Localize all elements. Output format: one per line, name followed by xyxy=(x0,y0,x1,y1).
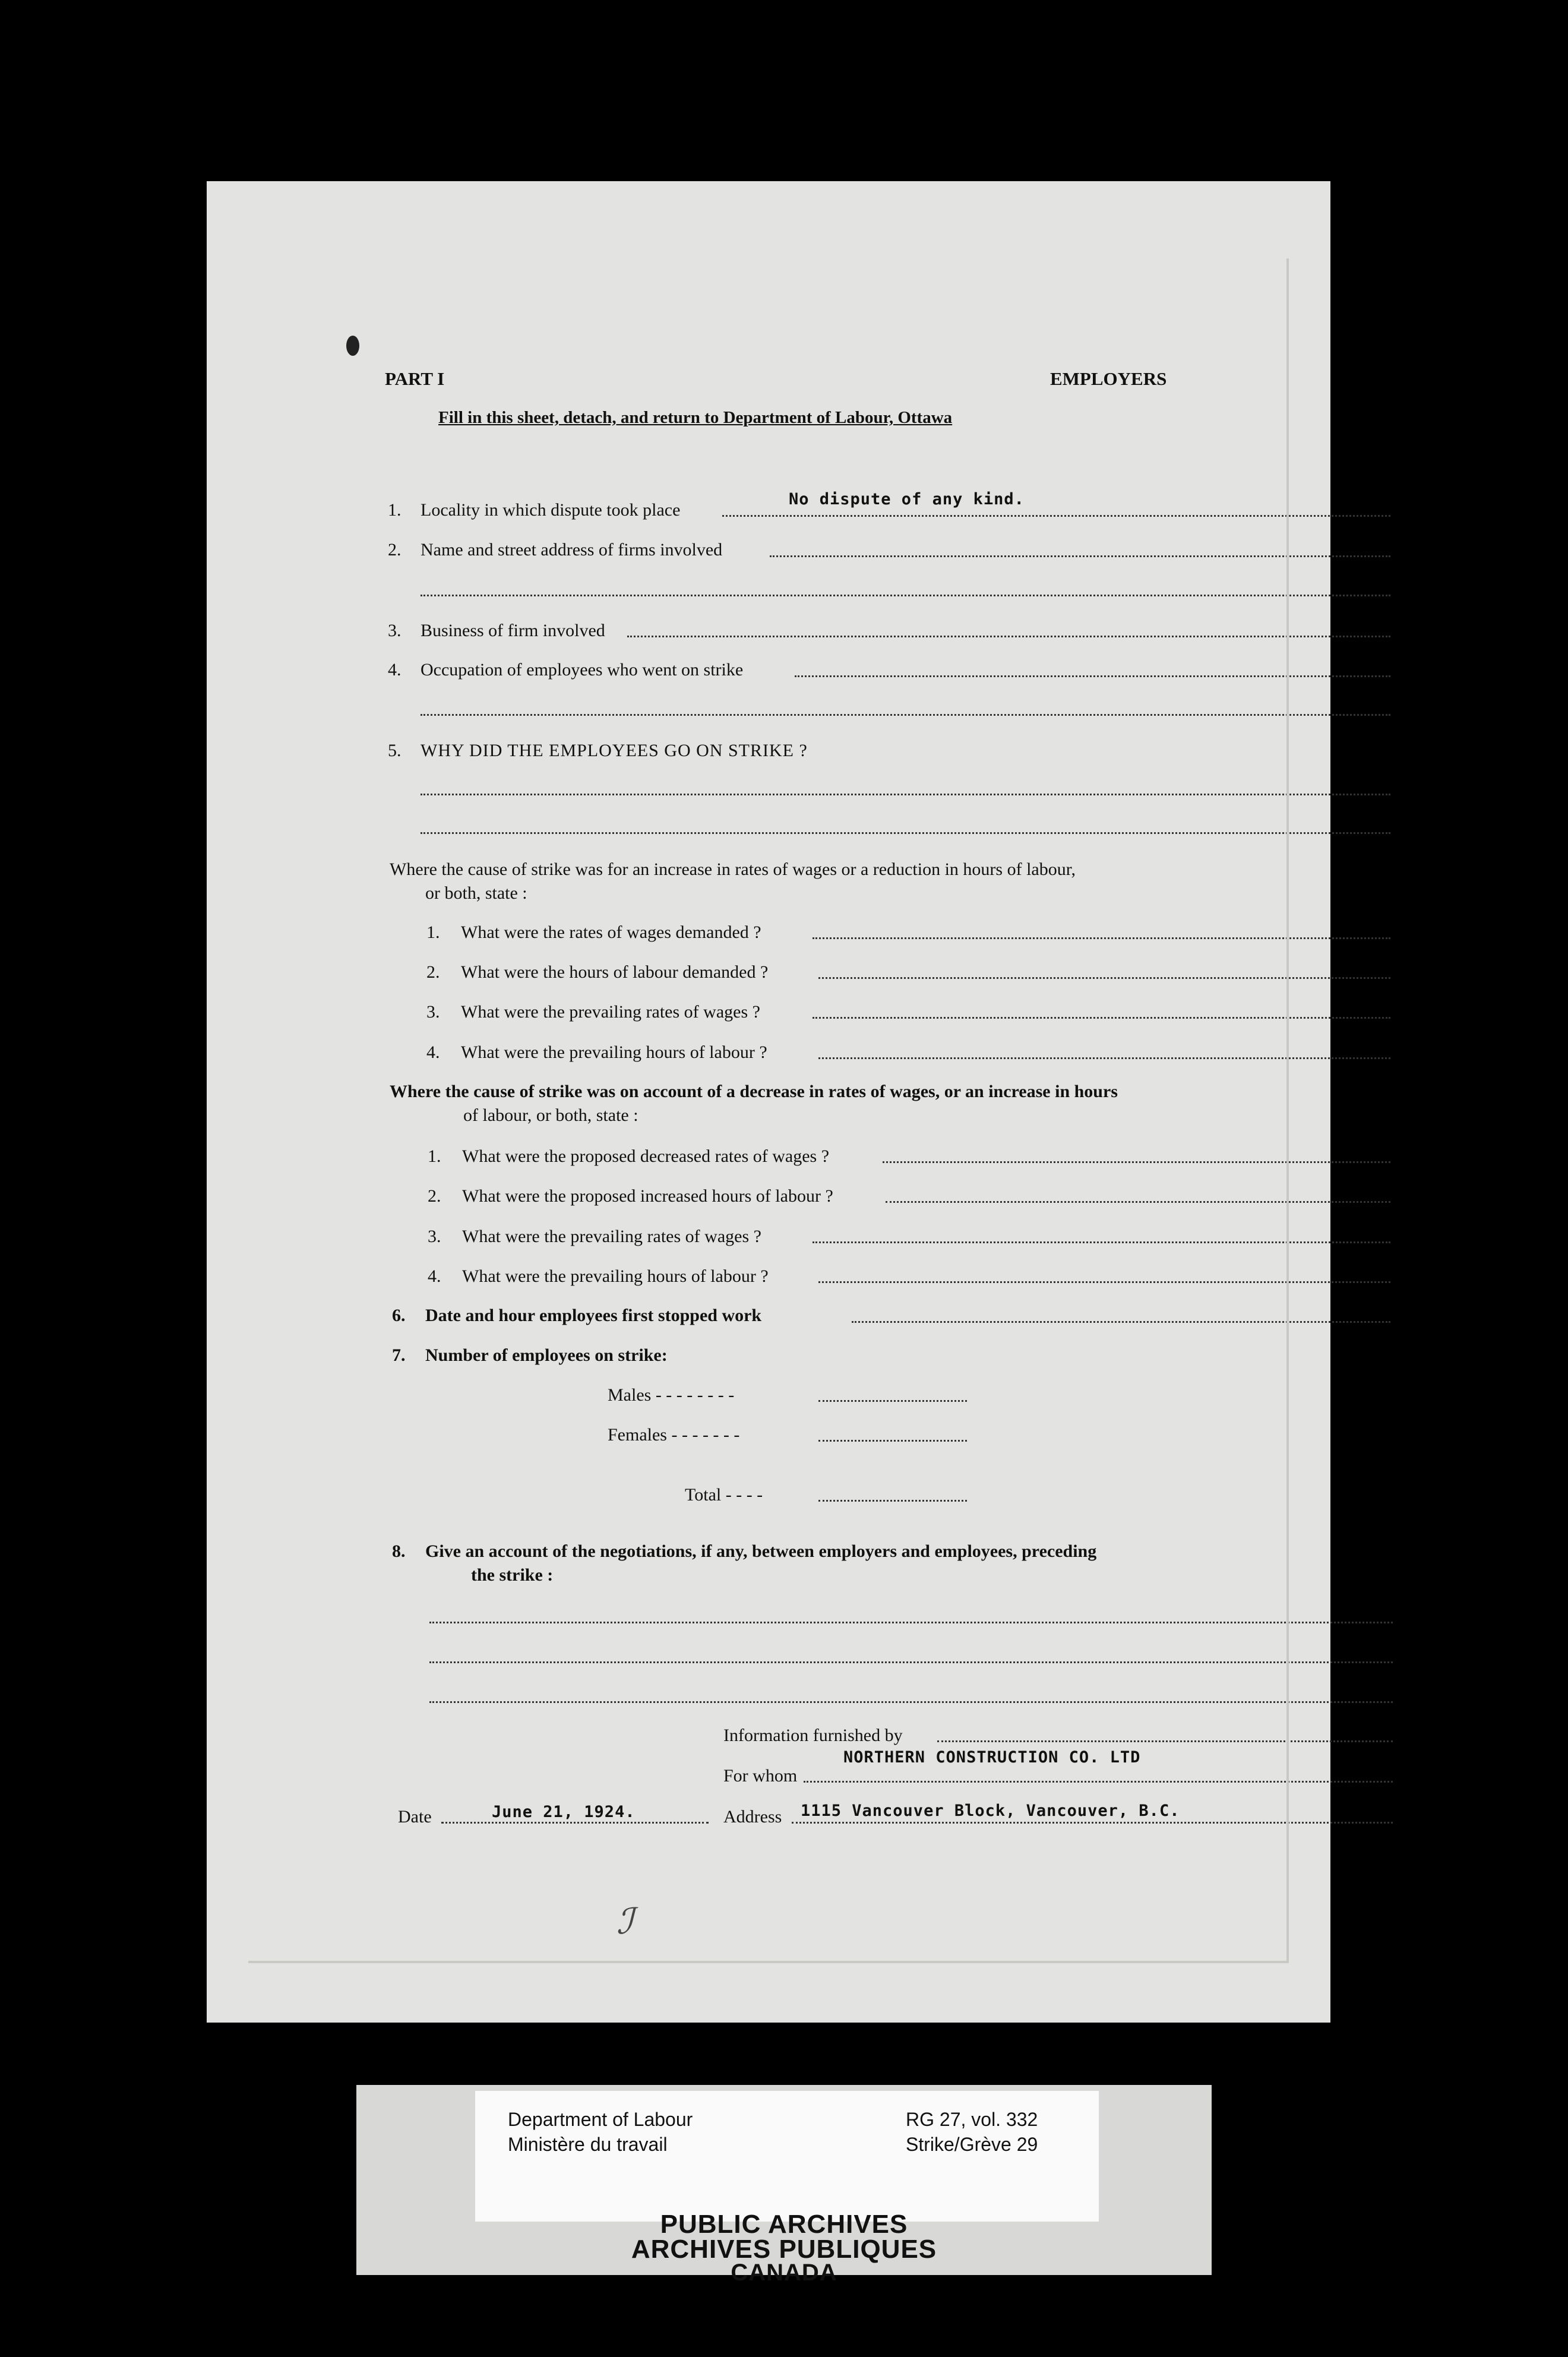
dept-fr: Ministère du travail xyxy=(508,2134,668,2155)
q2-answer-line-2[interactable] xyxy=(421,595,1390,596)
q7-label: Number of employees on strike: xyxy=(425,1345,668,1365)
dec-1-label: What were the proposed decreased rates of wages ? xyxy=(462,1146,830,1166)
q6-answer-line[interactable] xyxy=(852,1321,1390,1323)
q5-number: 5. xyxy=(388,741,402,760)
total-answer-line[interactable] xyxy=(818,1500,967,1502)
inc-4-answer-line[interactable] xyxy=(818,1057,1390,1059)
inc-3-label: What were the prevailing rates of wages ? xyxy=(461,1002,760,1022)
dec-4-number: 4. xyxy=(428,1266,441,1286)
total-label: Total - - - - xyxy=(685,1485,763,1505)
dec-3-number: 3. xyxy=(428,1227,441,1246)
q3-answer-line[interactable] xyxy=(627,636,1390,637)
q4-answer-line-2[interactable] xyxy=(421,714,1390,716)
q4-number: 4. xyxy=(388,660,402,680)
q3-label: Business of firm involved xyxy=(421,621,605,640)
q1-number: 1. xyxy=(388,500,402,520)
q8-label-2: the strike : xyxy=(471,1565,554,1585)
archive-label-card xyxy=(475,2091,1099,2222)
instruction-line: Fill in this sheet, detach, and return to Department of Labour, Ottawa xyxy=(438,408,953,427)
address-line[interactable] xyxy=(792,1822,1393,1824)
q4-answer-line[interactable] xyxy=(795,675,1390,677)
date-line[interactable] xyxy=(441,1822,709,1824)
form-sheet xyxy=(207,181,1330,2023)
q4-label: Occupation of employees who went on strike xyxy=(421,660,744,680)
q8-number: 8. xyxy=(392,1541,406,1561)
address-value: 1115 Vancouver Block, Vancouver, B.C. xyxy=(801,1802,1180,1820)
inc-2-label: What were the hours of labour demanded ? xyxy=(461,962,769,982)
q3-number: 3. xyxy=(388,621,402,640)
dec-1-answer-line[interactable] xyxy=(883,1161,1390,1163)
dec-2-label: What were the proposed increased hours of labour ? xyxy=(462,1186,833,1206)
info-furnished-line[interactable] xyxy=(937,1740,1393,1742)
inc-1-answer-line[interactable] xyxy=(813,937,1390,939)
q6-label: Date and hour employees first stopped work xyxy=(425,1306,762,1325)
inc-3-number: 3. xyxy=(426,1002,440,1022)
q5-answer-line-1[interactable] xyxy=(421,794,1390,795)
info-furnished-label: Information furnished by xyxy=(723,1726,903,1745)
for-whom-line[interactable] xyxy=(804,1781,1393,1783)
dept-en: Department of Labour xyxy=(508,2109,693,2130)
part-heading: PART I xyxy=(385,368,445,389)
females-label: Females - - - - - - - xyxy=(608,1425,740,1445)
for-whom-label: For whom xyxy=(723,1766,798,1786)
inc-2-number: 2. xyxy=(426,962,440,982)
increase-intro-2: or both, state : xyxy=(425,883,527,903)
inc-4-label: What were the prevailing hours of labour ? xyxy=(461,1042,767,1062)
inc-1-number: 1. xyxy=(426,922,440,942)
date-label: Date xyxy=(398,1807,432,1827)
q5-answer-line-2[interactable] xyxy=(421,832,1390,834)
q8-answer-line-1[interactable] xyxy=(429,1622,1393,1623)
archive-label xyxy=(356,2085,1212,2286)
punch-hole-mark xyxy=(346,336,359,356)
dec-2-answer-line[interactable] xyxy=(886,1201,1390,1203)
inc-3-answer-line[interactable] xyxy=(813,1017,1390,1019)
address-label: Address xyxy=(723,1807,782,1827)
q2-label: Name and street address of firms involved xyxy=(421,540,723,560)
dec-4-answer-line[interactable] xyxy=(818,1281,1390,1283)
dec-2-number: 2. xyxy=(428,1186,441,1206)
inc-1-label: What were the rates of wages demanded ? xyxy=(461,922,761,942)
dec-4-label: What were the prevailing hours of labour ? xyxy=(462,1266,769,1286)
q8-label: Give an account of the negotiations, if any, between employers and employees, preceding xyxy=(425,1541,1097,1561)
inc-4-number: 4. xyxy=(426,1042,440,1062)
employers-heading: EMPLOYERS xyxy=(1050,368,1167,389)
archive-ref: RG 27, vol. 332 xyxy=(906,2109,1038,2130)
strike-number: Strike/Grève 29 xyxy=(906,2134,1038,2155)
q8-answer-line-2[interactable] xyxy=(429,1661,1393,1663)
pencil-mark: ℐ xyxy=(617,1901,634,1942)
public-archives-line: PUBLIC ARCHIVES xyxy=(660,2210,908,2239)
date-value: June 21, 1924. xyxy=(492,1803,636,1821)
decrease-intro: Where the cause of strike was on account of a decrease in rates of wages, or an increase in hours xyxy=(390,1082,1118,1101)
q5-label: WHY DID THE EMPLOYEES GO ON STRIKE ? xyxy=(421,741,808,760)
q6-number: 6. xyxy=(392,1306,406,1325)
q8-answer-line-3[interactable] xyxy=(429,1701,1393,1703)
q1-answer: No dispute of any kind. xyxy=(789,490,1025,508)
males-label: Males - - - - - - - - xyxy=(608,1385,735,1405)
decrease-intro-2: of labour, or both, state : xyxy=(463,1105,638,1125)
q1-label: Locality in which dispute took place xyxy=(421,500,681,520)
for-whom-value: NORTHERN CONSTRUCTION CO. LTD xyxy=(843,1748,1141,1767)
q2-number: 2. xyxy=(388,540,402,560)
canada-line: CANADA xyxy=(731,2260,837,2286)
dec-3-answer-line[interactable] xyxy=(813,1241,1390,1243)
inc-2-answer-line[interactable] xyxy=(818,977,1390,979)
dec-1-number: 1. xyxy=(428,1146,441,1166)
q7-number: 7. xyxy=(392,1345,406,1365)
q2-answer-line[interactable] xyxy=(770,555,1390,557)
males-answer-line[interactable] xyxy=(818,1400,967,1402)
archives-publiques-line: ARCHIVES PUBLIQUES xyxy=(631,2235,937,2264)
dec-3-label: What were the prevailing rates of wages ? xyxy=(462,1227,761,1246)
females-answer-line[interactable] xyxy=(818,1440,967,1442)
increase-intro: Where the cause of strike was for an increase in rates of wages or a reduction in hours of labour, xyxy=(390,860,1076,879)
q1-answer-line[interactable] xyxy=(722,515,1390,517)
